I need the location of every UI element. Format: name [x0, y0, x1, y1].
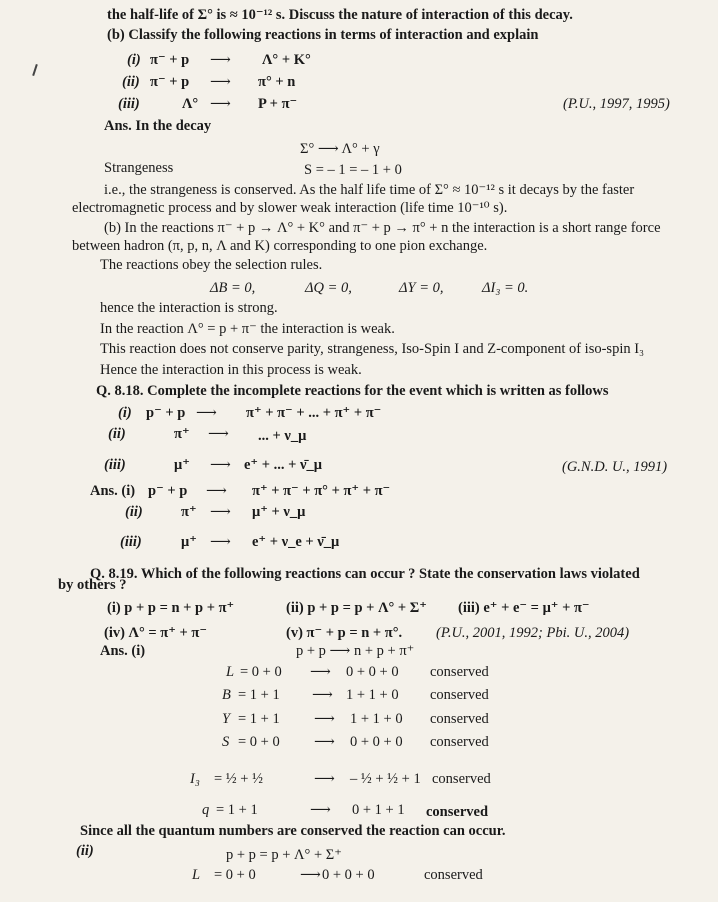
conservation-status: conserved: [430, 711, 489, 727]
answer-rhs: μ⁺ + ν_μ: [252, 504, 306, 520]
answer-label: (ii): [76, 843, 94, 859]
selection-rule: ΔQ = 0,: [305, 280, 352, 296]
answer-reaction: p + p ⟶ n + p + π⁺: [296, 643, 415, 659]
reaction-lhs: π⁻ + p: [150, 52, 190, 68]
quantum-number-lhs: = 0 + 0: [240, 664, 282, 680]
text-line: In the reaction Λ° = p + π⁻ the interaction is weak.: [100, 321, 395, 337]
reaction-arrow: ⟶: [210, 96, 231, 112]
reaction-arrow: ⟶: [210, 504, 231, 520]
strangeness-equation: S = – 1 = – 1 + 0: [304, 162, 402, 178]
text-line: electromagnetic process and by slower weak interaction (life time 10⁻¹⁰ s).: [72, 200, 508, 216]
text-line: i.e., the strangeness is conserved. As the half life time of Σ° ≈ 10⁻¹² s it decays by the faster: [104, 182, 635, 198]
reaction-arrow: ⟶: [310, 802, 331, 818]
conservation-status: conserved: [430, 687, 489, 703]
reference-citation: (G.N.D. U., 1991): [562, 459, 668, 475]
decay-equation: Σ° ⟶ Λ° + γ: [300, 141, 380, 157]
quantum-number-symbol: S: [222, 734, 230, 750]
quantum-number-lhs: = ½ + ½: [214, 771, 263, 787]
reaction-arrow: ⟶: [196, 405, 217, 421]
answer-label: (ii): [125, 504, 143, 520]
answer-label: (iii): [120, 534, 142, 550]
question-item: (v) π⁻ + p = n + π°.: [286, 625, 403, 641]
quantum-number-symbol: q: [202, 802, 210, 818]
reaction-arrow: ⟶: [314, 711, 335, 727]
text-line: This reaction does not conserve parity, strangeness, Iso-Spin I and Z-component of iso-spin I₃: [100, 341, 645, 357]
answer-label: Ans. (i): [100, 643, 146, 659]
question-item: (iii) e⁺ + e⁻ = μ⁺ + π⁻: [458, 600, 590, 616]
quantum-number-rhs: 0 + 1 + 1: [352, 802, 405, 818]
reaction-lhs: Λ°: [182, 96, 199, 112]
quantum-number-rhs: 1 + 1 + 0: [346, 687, 399, 703]
reaction-rhs: Λ° + K°: [262, 52, 311, 68]
quantum-number-rhs: 1 + 1 + 0: [350, 711, 403, 727]
reaction-arrow: ⟶: [314, 734, 335, 750]
text-line: The reactions obey the selection rules.: [100, 257, 323, 273]
text-line: Hence the interaction in this process is weak.: [100, 362, 362, 378]
quantum-number-symbol: Y: [222, 711, 231, 727]
reaction-label: (ii): [122, 74, 140, 90]
reaction-arrow: ⟶: [312, 687, 333, 703]
reaction-rhs: π⁺ + π⁻ + ... + π⁺ + π⁻: [246, 405, 382, 421]
selection-rule: ΔB = 0,: [210, 280, 256, 296]
quantum-number-rhs: 0 + 0 + 0: [322, 867, 375, 883]
question-heading-cont: by others ?: [58, 577, 127, 593]
answer-lhs: π⁺: [181, 504, 197, 520]
quantum-number-symbol: I₃: [190, 771, 200, 787]
reaction-arrow: ⟶: [206, 483, 227, 499]
question-heading: Q. 8.18. Complete the incomplete reactions for the event which is written as follows: [96, 383, 609, 399]
reaction-arrow: ⟶: [310, 664, 331, 680]
quantum-number-lhs: = 0 + 0: [238, 734, 280, 750]
selection-rule: ΔI₃ = 0.: [482, 280, 529, 296]
reaction-arrow: ⟶: [210, 457, 231, 473]
reaction-arrow: ⟶: [210, 52, 231, 68]
answer-label: Ans. (i): [90, 483, 136, 499]
reference-citation: (P.U., 1997, 1995): [563, 96, 670, 112]
question-item: (iv) Λ° = π⁺ + π⁻: [104, 625, 207, 641]
reaction-rhs: π° + n: [258, 74, 296, 90]
conservation-status: conserved: [424, 867, 483, 883]
reaction-label: (i): [118, 405, 132, 421]
reaction-lhs: p⁻ + p: [146, 405, 186, 421]
reaction-arrow: ⟶: [210, 534, 231, 550]
reaction-lhs: π⁻ + p: [150, 74, 190, 90]
reaction-arrow: ⟶: [300, 867, 321, 883]
question-item: (i) p + p = n + p + π⁺: [107, 600, 235, 616]
quantum-number-rhs: – ½ + ½ + 1: [350, 771, 421, 787]
text-line: Since all the quantum numbers are conserved the reaction can occur.: [80, 823, 506, 839]
conservation-status: conserved: [430, 734, 489, 750]
margin-tick-mark: [32, 64, 38, 76]
text-line: the half-life of Σ° is ≈ 10⁻¹² s. Discuss the nature of interaction of this decay.: [107, 7, 573, 23]
answer-rhs: π⁺ + π⁻ + π° + π⁺ + π⁻: [252, 483, 391, 499]
reaction-label: (iii): [118, 96, 140, 112]
quantum-number-lhs: = 1 + 1: [238, 711, 280, 727]
quantum-number-symbol: L: [192, 867, 201, 883]
conservation-status: conserved: [432, 771, 491, 787]
text-line: between hadron (π, p, n, Λ and K) corresponding to one pion exchange.: [72, 238, 488, 254]
reaction-lhs: μ⁺: [174, 457, 190, 473]
reaction-lhs: π⁺: [174, 426, 190, 442]
answer-lhs: p⁻ + p: [148, 483, 188, 499]
answer-lhs: μ⁺: [181, 534, 197, 550]
question-item: (ii) p + p = p + Λ° + Σ⁺: [286, 600, 427, 616]
reaction-label: (i): [127, 52, 141, 68]
selection-rule: ΔY = 0,: [399, 280, 444, 296]
strangeness-label: Strangeness: [104, 160, 174, 176]
quantum-number-lhs: = 0 + 0: [214, 867, 256, 883]
quantum-number-lhs: = 1 + 1: [216, 802, 258, 818]
conservation-status: conserved: [426, 804, 489, 820]
quantum-number-symbol: L: [226, 664, 235, 680]
reaction-label: (ii): [108, 426, 126, 442]
quantum-number-symbol: B: [222, 687, 231, 703]
text-line: hence the interaction is strong.: [100, 300, 278, 316]
question-heading: Q. 8.19. Which of the following reactions can occur ? State the conservation laws violated: [90, 566, 640, 582]
reference-citation: (P.U., 2001, 1992; Pbi. U., 2004): [436, 625, 630, 641]
text-line: (b) Classify the following reactions in terms of interaction and explain: [107, 27, 539, 43]
answer-intro: Ans. In the decay: [104, 118, 212, 134]
quantum-number-rhs: 0 + 0 + 0: [346, 664, 399, 680]
reaction-rhs: P + π⁻: [258, 96, 298, 112]
text-line: (b) In the reactions π⁻ + p → Λ° + K° and π⁻ + p → π° + n the interaction is a short range force: [104, 220, 661, 236]
conservation-status: conserved: [430, 664, 489, 680]
reaction-arrow: ⟶: [210, 74, 231, 90]
reaction-rhs: e⁺ + ... + ν̄_μ: [244, 457, 322, 473]
quantum-number-rhs: 0 + 0 + 0: [350, 734, 403, 750]
answer-reaction: p + p = p + Λ° + Σ⁺: [226, 847, 342, 863]
reaction-rhs: ... + ν_μ: [258, 428, 307, 444]
quantum-number-lhs: = 1 + 1: [238, 687, 280, 703]
answer-rhs: e⁺ + ν_e + ν̄_μ: [252, 534, 340, 550]
reaction-label: (iii): [104, 457, 126, 473]
reaction-arrow: ⟶: [208, 426, 229, 442]
reaction-arrow: ⟶: [314, 771, 335, 787]
